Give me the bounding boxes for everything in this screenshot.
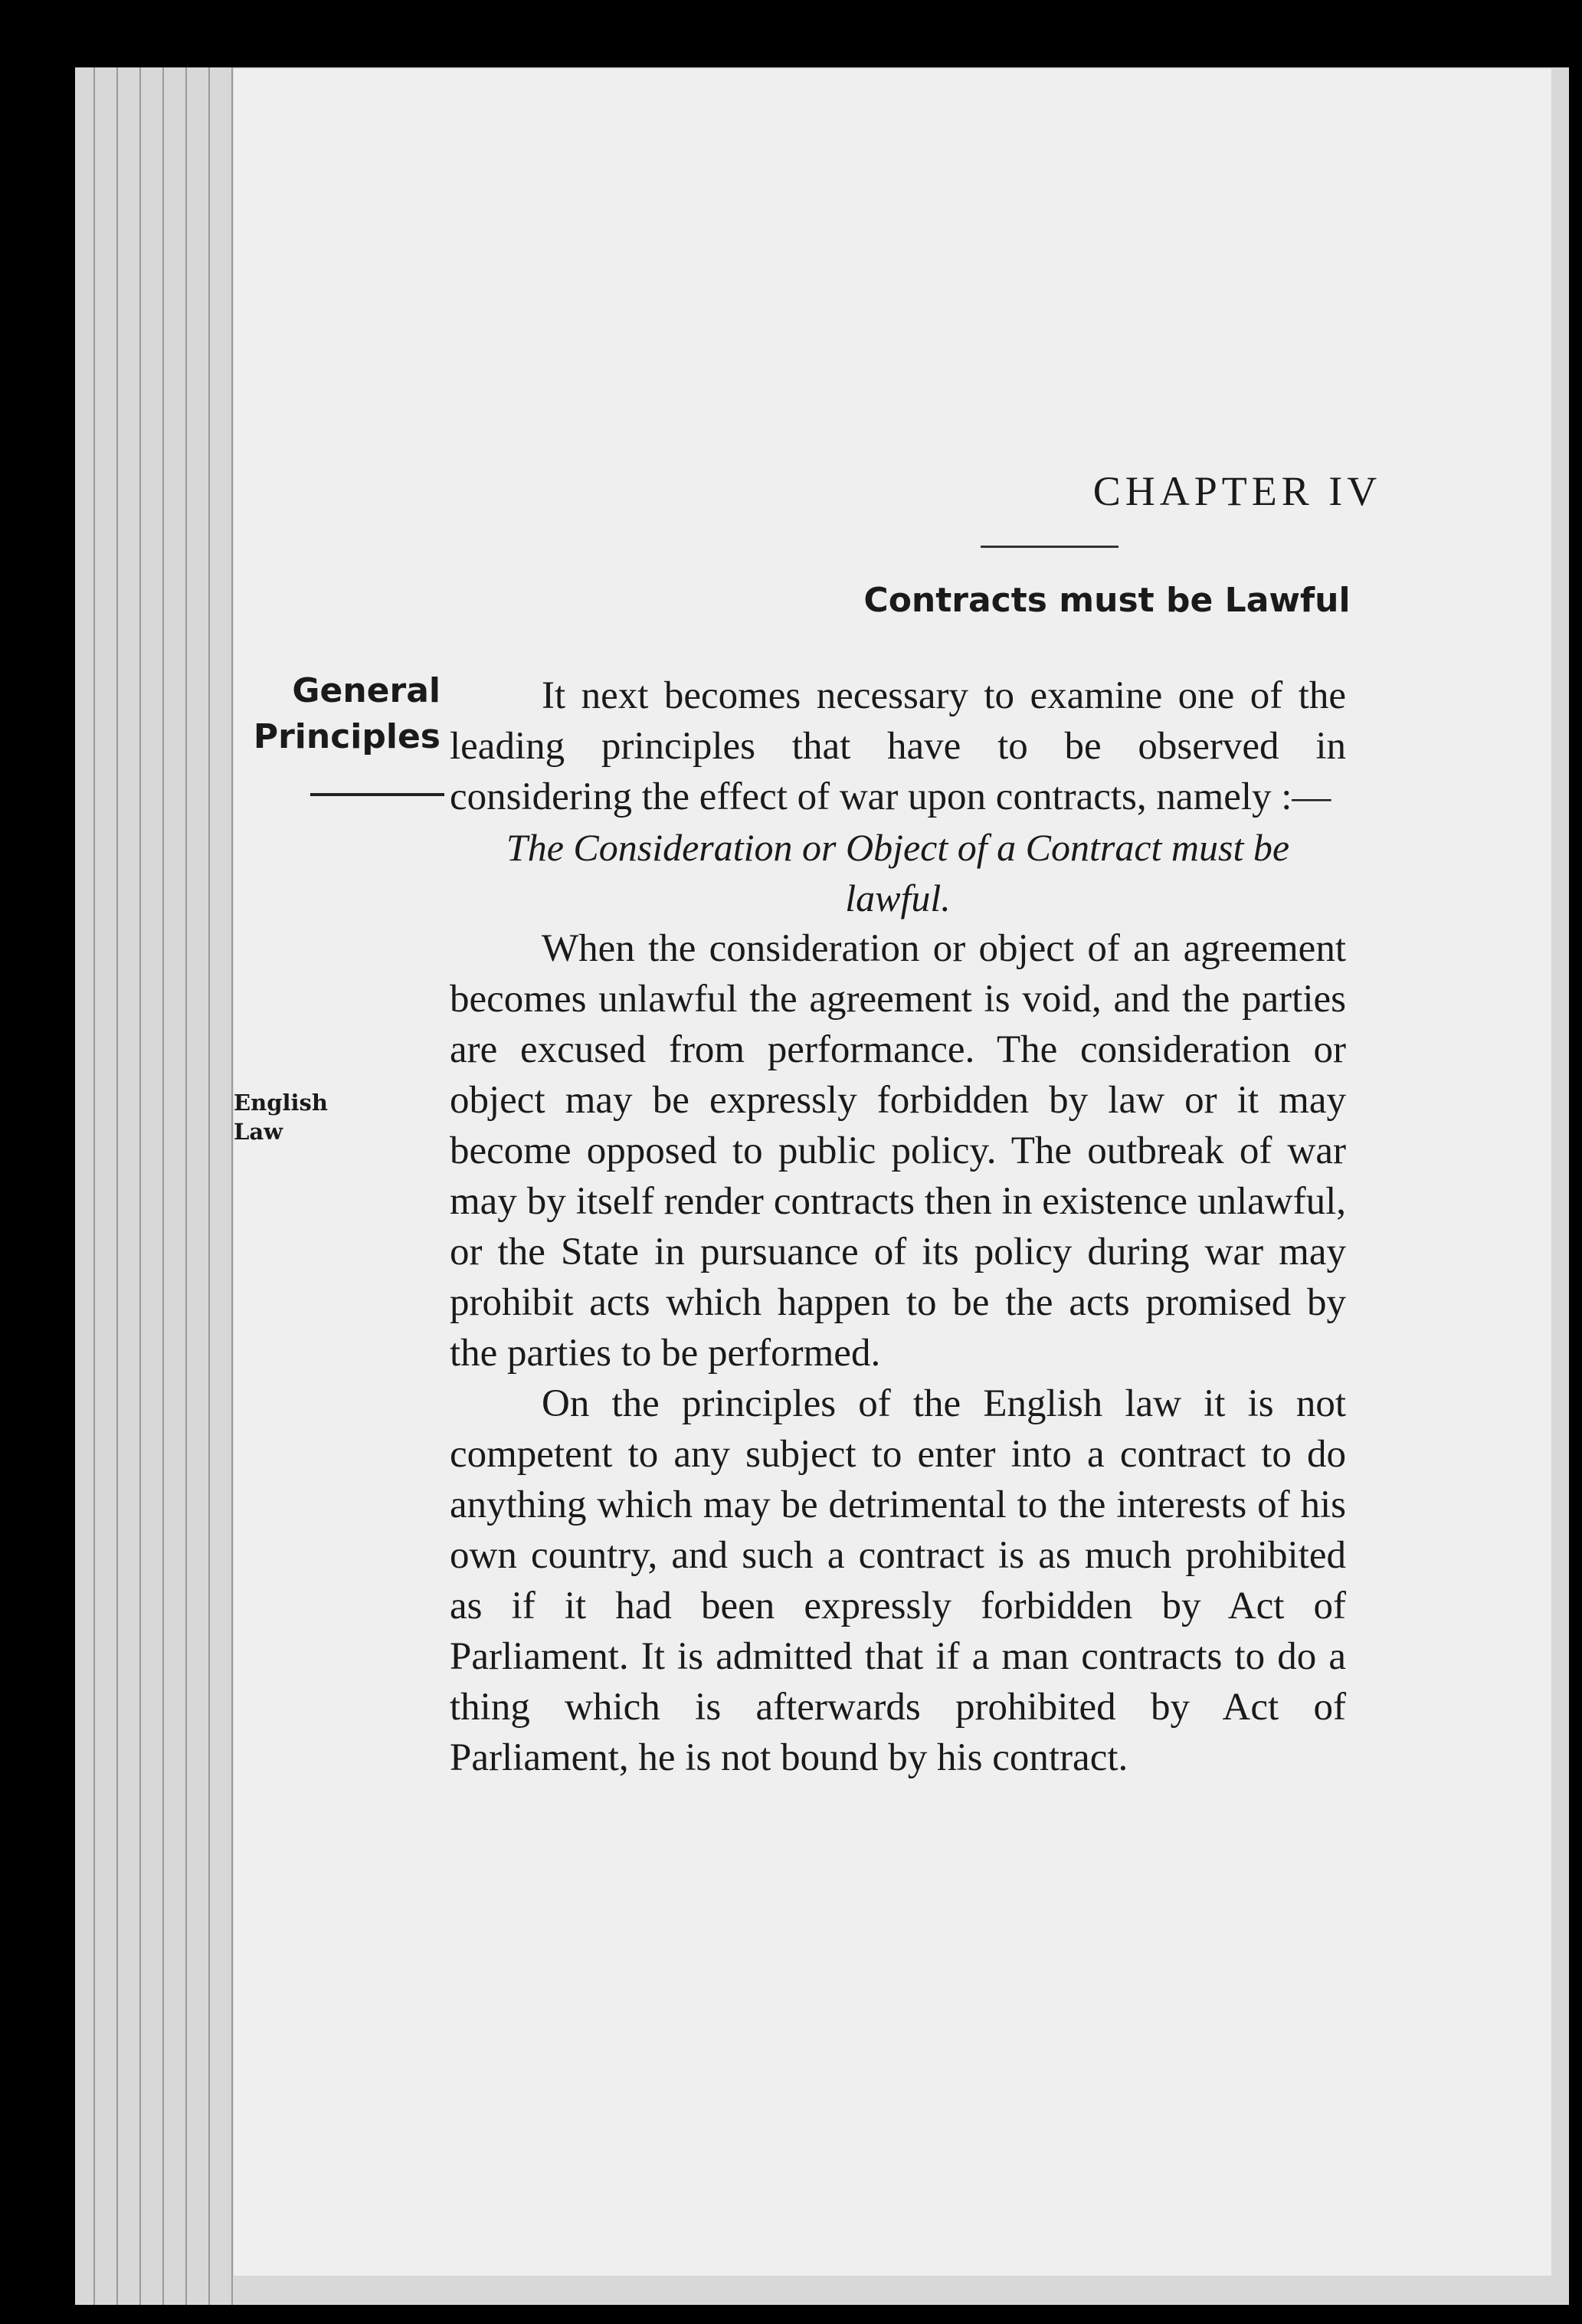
chapter-subtitle: Contracts must be Lawful [863,581,1351,620]
page-edge [152,67,164,2305]
margin-rule [310,793,444,796]
body-text [450,670,1346,1783]
paragraph: It next becomes necessary to examine one of the leading principles that have to be observed in considering the effect of war upon contracts, namely :— [450,674,1346,818]
book-page [234,69,1551,2276]
margin-heading [234,668,441,760]
italic-principle: The Consideration or Object of a Contract must be lawful. [506,826,1290,919]
page-edge [106,67,118,2305]
margin-heading-line: General [292,671,441,710]
margin-note-line: English [234,1090,328,1116]
title-rule [981,546,1119,548]
margin-note-line: Law [234,1119,283,1145]
page-edge [129,67,141,2305]
margin-note [234,1088,387,1146]
paragraph: When the consideration or object of an agreement becomes unlawful the agreement is void, and the parties are excused from performance. The consideration or object may be expressly forbidden by law or it may become opposed to public policy. The outbreak of war may by itself render contracts then in existence unlawful, or the State in pursuance of its policy during war may prohibit acts which happen to be the acts promised by the parties to be performed. [450,927,1346,1375]
paragraph: On the principles of the English law it is not competent to any subject to enter into a contract to do anything which may be detrimental to the interests of his own country, and such a contract is as much prohibited as if it had been expressly forbidden by Act of Parliament. It is admitted that if a man contracts to do a thing which is afterwards prohibited by Act of Parliament, he is not bound by his contract. [450,1382,1346,1779]
chapter-title: CHAPTER IV [1092,468,1382,514]
page-edge [175,67,187,2305]
page-edge [221,67,233,2305]
margin-heading-line: Principles [253,717,441,756]
page-edge [83,67,95,2305]
page-edge [198,67,210,2305]
